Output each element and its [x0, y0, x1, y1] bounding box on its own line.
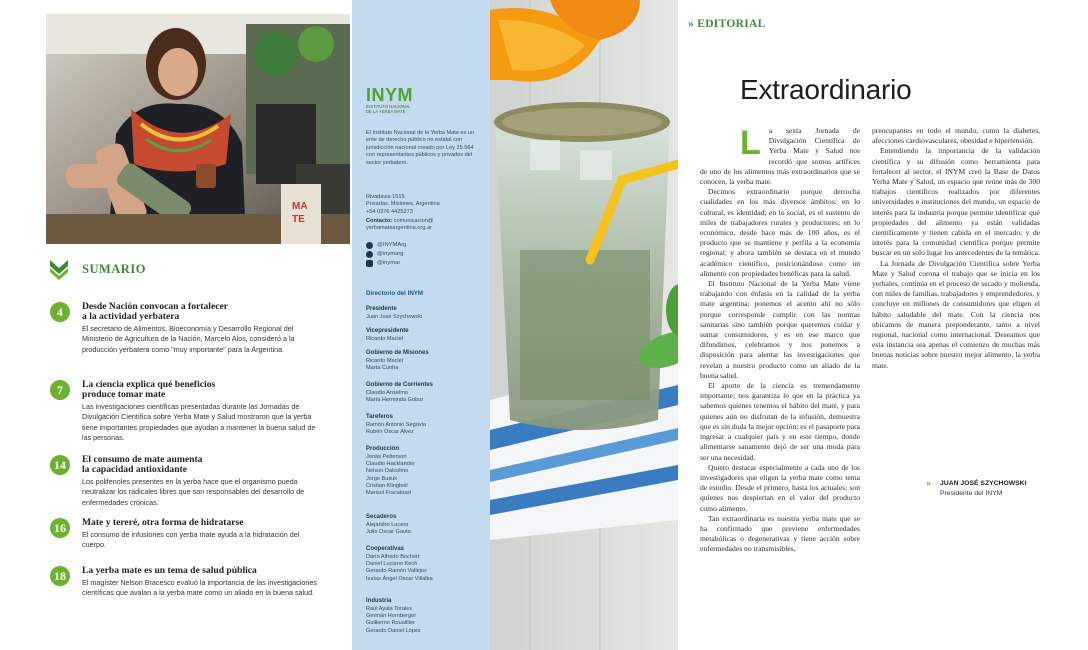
directory-role: Secaderos: [366, 514, 397, 520]
section-label: » EDITORIAL: [688, 18, 766, 30]
instagram-icon: [366, 260, 373, 267]
sumario-item-16[interactable]: [50, 518, 320, 558]
directory-role: Vicepresidente: [366, 328, 409, 334]
editorial-paragraph: El aporte de la ciencia es tremendamente importante; nos garantiza lo que en la práctica ya sabemos quienes tenemos el hábito del mate, y para quienes aún no disfrutan de la infusión, demuestra que es sin duda la mejor opción; es el pasaporte para ingresar a cualquier país y en este tiempo, donde alimentarse sanamente dejó de ser una moda para ser una necesidad.: [700, 381, 860, 462]
directory-names: Ramón Antonio Segovia Rubén Oscar Alvez: [366, 422, 427, 436]
logo-subtitle: INSTITUTO NACIONAL DE LA YERBA MATE: [366, 104, 411, 114]
social-twitter[interactable]: [366, 242, 486, 251]
twitter-icon: [366, 242, 373, 249]
sumario-item-title: El consumo de mate aumenta la capacidad antioxidante: [82, 454, 203, 475]
directory-names: Claudio Anselmo María Herminda Gobur: [366, 390, 424, 404]
editorial-column-2: [872, 126, 1040, 466]
page-number-badge: 14: [50, 455, 70, 475]
editorial-page: [678, 0, 1088, 650]
inym-address: Rivadavia 1515 Posadas, Misiones, Argentina +54 0376 4425273: [366, 194, 440, 215]
left-page: [0, 0, 352, 650]
sumario-header: [48, 258, 248, 282]
directory-names: Alejandro Lucero Julio Oscar Gauto: [366, 522, 411, 536]
directory-role: Producción: [366, 446, 400, 452]
svg-text:MA: MA: [292, 201, 308, 212]
editorial-paragraph: La Jornada de Divulgación Científica sobre Yerba Mate y Salud corona el trabajo que se inicia en los yerbales, continúa en el proceso de secado y molienda, con miles de familias, trabajadores y emprendedores, y concluye en millones de consumidores que eligen el hábito saludable del mate. Con la ciencia nos ubicamos de manera preponderante, tanto a nivel regional, nacional como internacional. Deseamos que esta instancia sea apenas el comienzo de muchas más buenas noticias sobre nuestro mejor alimento, la yerba mate.: [872, 258, 1040, 370]
inym-description: El Instituto Nacional de la Yerba Mate es un ente de derecho público no estatal con jurisdicción nacional creado por Ley 25.564 con representantes públicos y privados del sector yerbatero.: [366, 130, 475, 166]
directory-role: Presidente: [366, 306, 397, 312]
social-handle: @inymarg: [377, 251, 404, 257]
page-number-badge: 7: [50, 380, 70, 400]
signature-role: Presidente del INYM: [940, 490, 1003, 497]
drink-photo: [490, 0, 678, 650]
page-number-badge: 16: [50, 518, 70, 538]
social-handle: @INYMArg: [377, 242, 407, 248]
sumario-item-title: Mate y tereré, otra forma de hidratarse: [82, 517, 244, 528]
inym-contact: [366, 218, 488, 233]
editorial-title: Extraordinario: [740, 74, 912, 105]
directory-names: Raúl Ayala Torales Germán Hornberger Guillermo Rouaillier Gerardo Daniel López: [366, 606, 421, 634]
social-handle: @inymar: [377, 260, 401, 266]
chevron-double-icon: [48, 258, 70, 280]
editorial-paragraph: Decimos extraordinario porque derrocha cualidades en los más diversos ámbitos: en lo cultural, es identidad; en lo social, es el sustento de miles de trabajadores rurales y productores; en lo económico, desde hace más de 100 años, es el producto que se mantiene y perfila a la economía regional; y ahora también se destaca en el mundo académico científico, posicionándose como un alimento con propiedades benéficas para la salud.: [700, 187, 860, 278]
editorial-paragraph: preocupantes en todo el mundo, como la diabetes, afecciones cardiovasculares, obesidad e hipertensión.: [872, 126, 1040, 146]
quote-mark-icon: »: [926, 478, 932, 488]
sumario-item-title: Desde Nación convocan a fortalecer a la actividad yerbatera: [82, 301, 229, 322]
social-links: [366, 242, 486, 269]
directory-names: Ricardo Maciel Marta Cunha: [366, 358, 403, 372]
contact-value[interactable]: comunicacion@ yerbamateargentina.org.ar: [366, 218, 434, 232]
social-instagram[interactable]: [366, 260, 486, 269]
sumario-title: SUMARIO: [82, 262, 146, 276]
sumario-item-14[interactable]: [50, 455, 320, 515]
page-number-badge: 18: [50, 566, 70, 586]
social-facebook[interactable]: [366, 251, 486, 260]
facebook-icon: [366, 251, 373, 258]
drop-cap: L: [740, 126, 761, 162]
sumario-item-title: La ciencia explica qué beneficios produce tomar mate: [82, 379, 216, 400]
editorial-paragraph: a sexta Jornada de Divulgación Científica de Yerba Mate y Salud nos recordó que somos artífices de uno de los alimentos más extraordinarios que se conocen, la yerba mate.: [700, 126, 860, 187]
directory-role: Gobierno de Misiones: [366, 350, 429, 356]
editorial-paragraph: El Instituto Nacional de la Yerba Mate viene trabajando con énfasis en la calidad de la yerba mate argentina; ponemos el acento ahí no sólo porque corresponde cumplir con las normas sanitarias sino también porque queremos cuidar y sumar consumidores, y es en ese marco que difundimos, celebramos y nos ponemos a disposición para alentar las investigaciones que revelan a nuestro producto como un aliado de la buena salud.: [700, 279, 860, 380]
sumario-item-body: Los polifenoles presentes en la yerba hace que el organismo pueda neutralizar los radicales libres que son responsables del desarrollo de enfermedades crónicas.: [82, 477, 305, 507]
directory-names: Darío Alfredo Bochert Daniel Luciano Kech Gerardo Ramón Vallejos Isaías Ángel Oscar Villalba: [366, 554, 433, 582]
logo-text: INYM: [366, 85, 413, 105]
editorial-paragraph: Quiero destacar especialmente a cada uno de los investigadores que eligen la yerba mate como tema de estudio. Desde el primero, hasta los actuales; son quienes nos despiertan en el valor del producto como alimento.: [700, 462, 860, 513]
page-number-badge: 4: [50, 302, 70, 322]
signature-name: JUAN JOSÉ SZYCHOWSKI: [940, 480, 1027, 487]
editorial-paragraph: Tan extraordinaria es nuestra yerba mate que se ha confirmado que previene enfermedades metabólicas o degenerativas y tiene acción sobre enfermedades no transmisibles,: [700, 513, 860, 554]
directory-names: Juan José Szychowski: [366, 314, 423, 320]
sumario-item-body: El magíster Nelson Bracesco evaluó la importancia de las investigaciones científicas que avalan a la yerba mate como un aliado en la buena salud.: [82, 578, 317, 598]
directory-role: Gobierno de Corrientes: [366, 382, 434, 388]
hero-photo: [46, 14, 350, 244]
editorial-column-1: [700, 126, 860, 646]
masthead-column: [352, 0, 490, 650]
sumario-item-body: El consumo de infusiones con yerba mate ayuda a la hidratación del cuerpo.: [82, 530, 300, 550]
sumario-item-body: Las investigaciones científicas presentadas durante las Jornadas de Divulgación Científica sobre Yerba Mate y Salud mostraron que la yerba tiene importantes propiedades que ayudan a mantener la buena salud de las personas.: [82, 402, 316, 443]
directory-names: Ricardo Maciel: [366, 336, 403, 342]
sumario-item-7[interactable]: [50, 380, 320, 450]
sumario-item-4[interactable]: [50, 302, 320, 372]
svg-text:TE: TE: [292, 214, 305, 225]
directory-role: Cooperativas: [366, 546, 405, 552]
directory-heading: Directorio del INYM: [366, 290, 424, 297]
inym-logo: [366, 86, 413, 114]
sumario-item-body: El secretario de Alimentos, Bioeconomía y Desarrollo Regional del Ministerio de Agricultura de la Nación, Marcelo Alos, consideró a la producción yerbatera como "muy importante" para la Argentina.: [82, 324, 295, 354]
sumario-item-18[interactable]: [50, 566, 320, 616]
contact-label: Contacto:: [366, 218, 393, 224]
editorial-paragraph: Entendiendo la importancia de la validación científica y su difusión como herramienta para fortalecer al sector, el INYM creó la Base de Datos Yerba Mate y Salud, un espacio que reúne más de 300 trabajos científicos realizados por diferentes universidades e instituciones del mundo, un espacio de interés para la industria porque permite identificar qué propiedades del alimento ya están validadas científicamente y tienen cabida en el mercado; y de interés para la comunidad científica porque permite buscar en un solo lugar los antecedentes de la temática.: [872, 146, 1040, 258]
directory-names: Jonás Petterson Claudio Hacklander Nelson Dalcolmo Jorge Butiuk Cristian Klingbeil Marisol Fracalossi: [366, 454, 415, 497]
directory-role: Tareferos: [366, 414, 393, 420]
sumario-item-title: La yerba mate es un tema de salud pública: [82, 565, 257, 576]
directory-role: Industria: [366, 598, 392, 604]
